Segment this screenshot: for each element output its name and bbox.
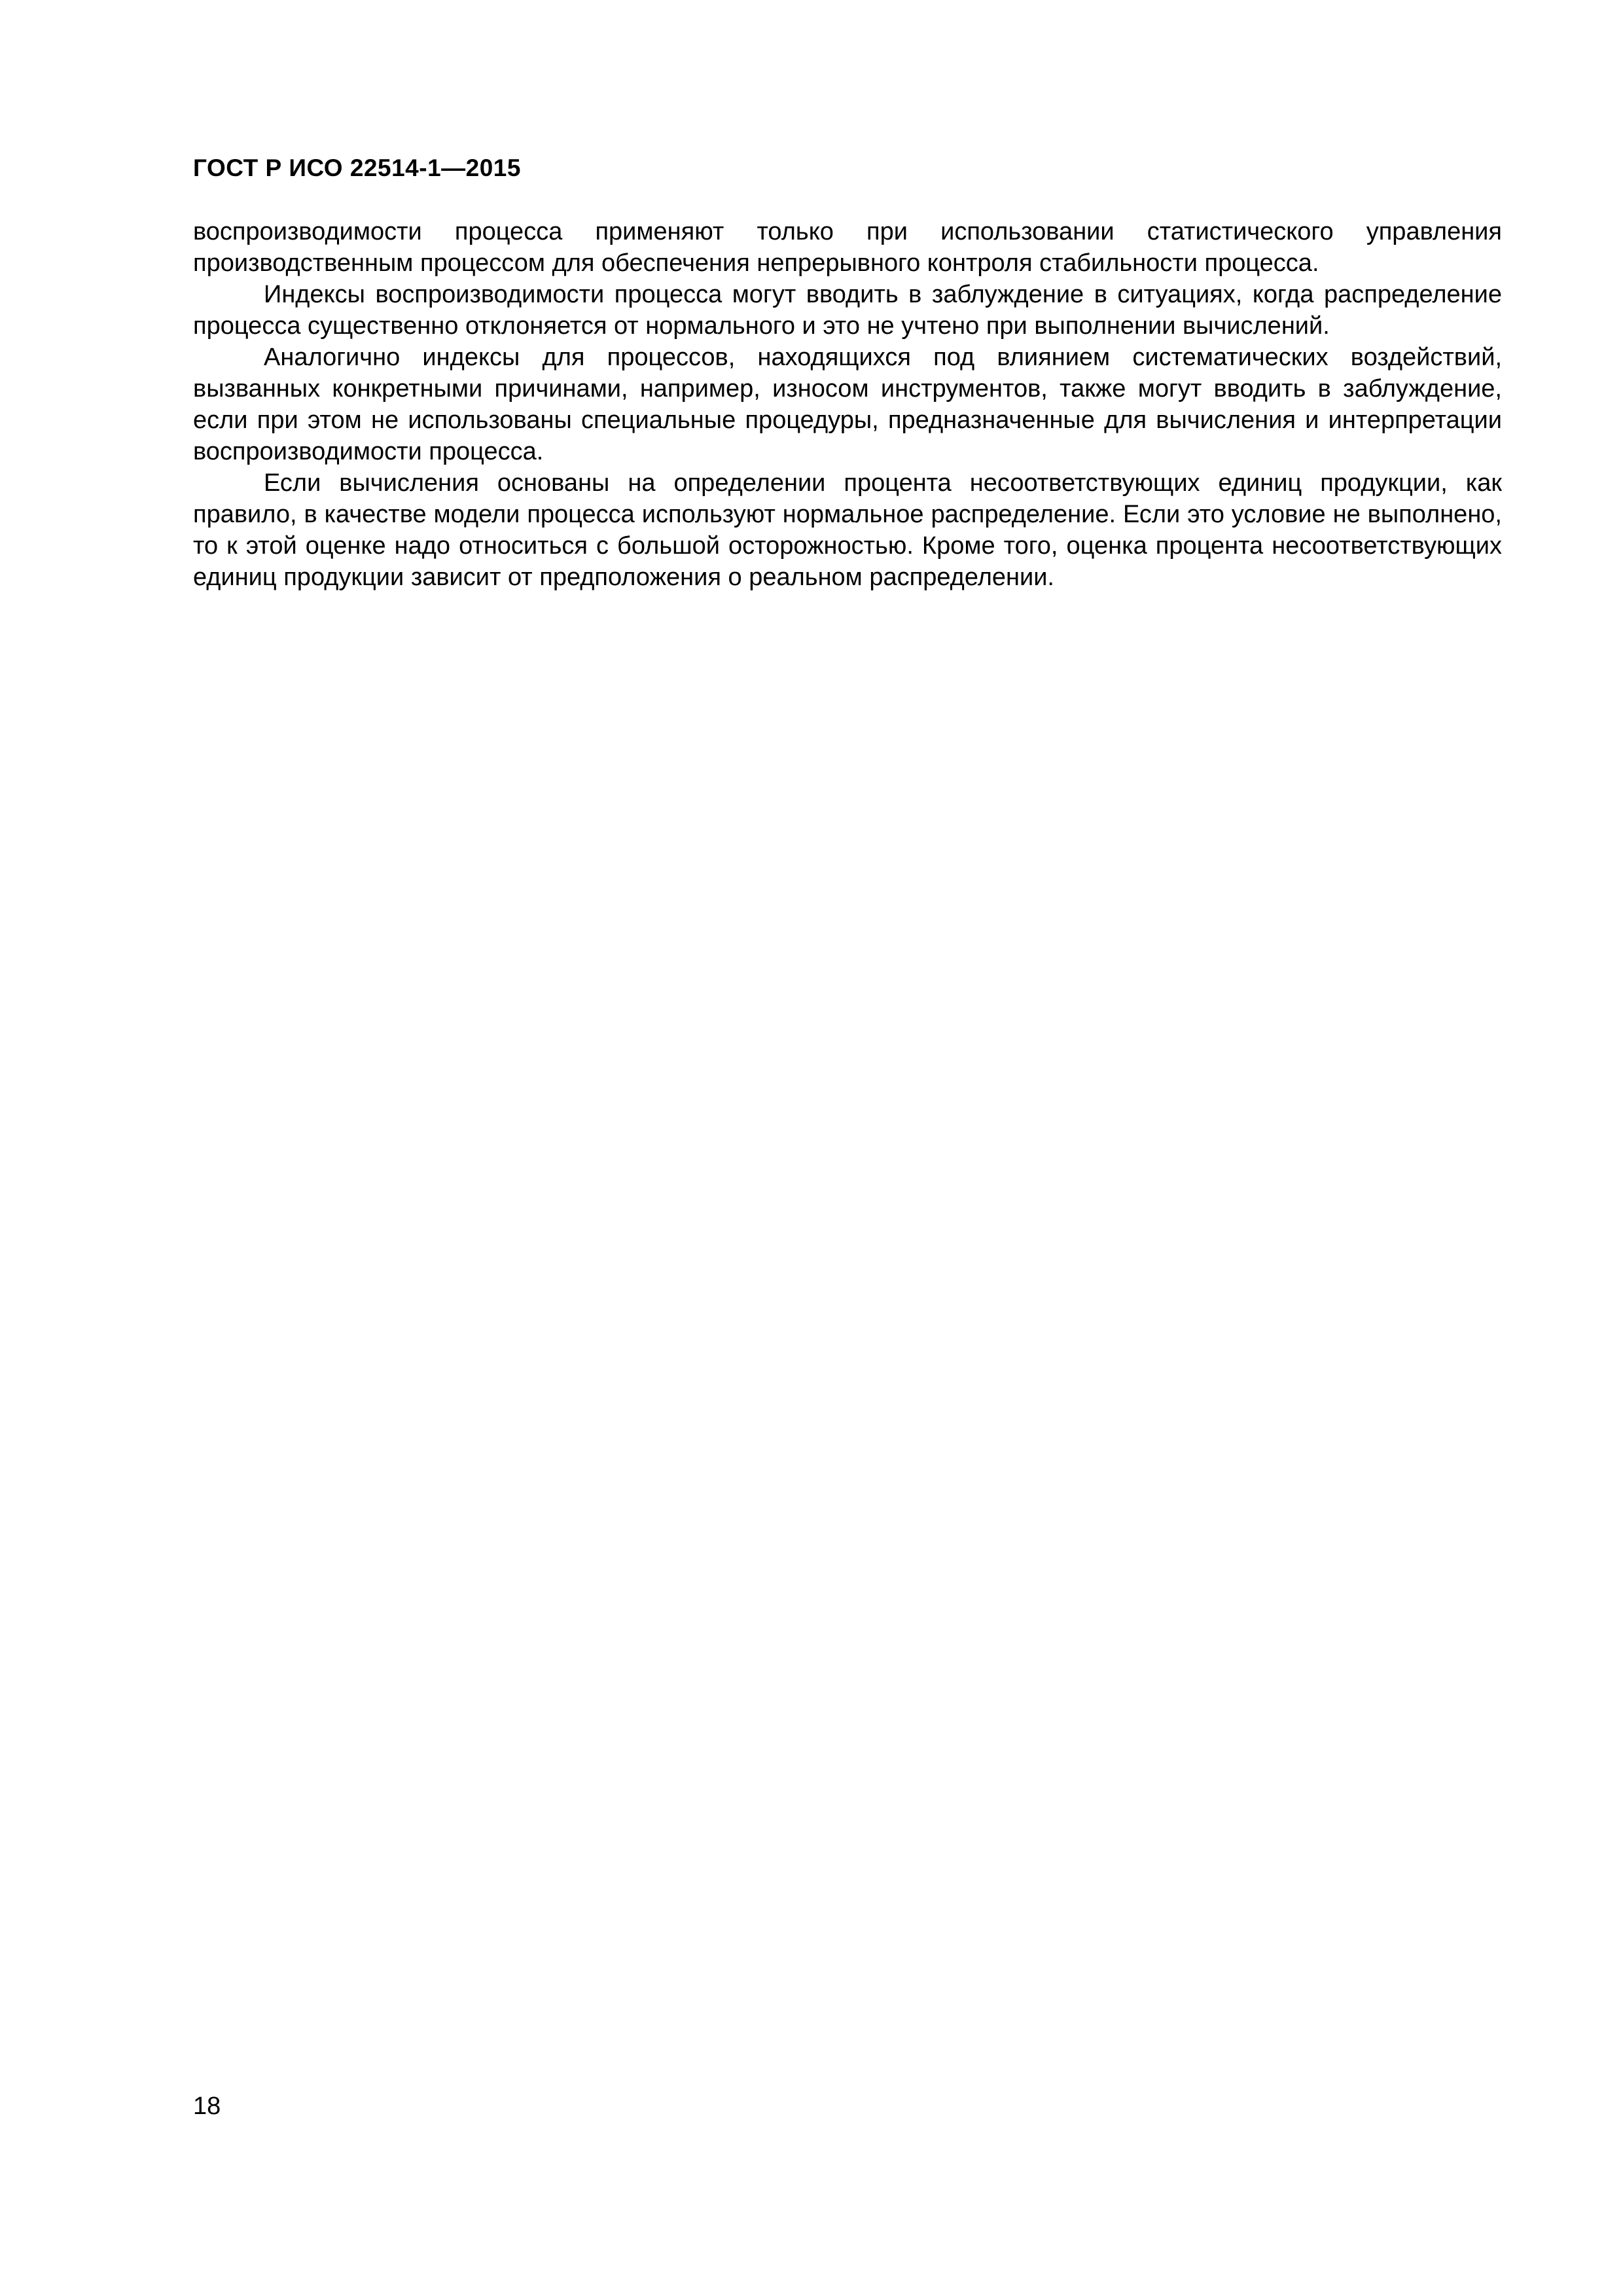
page-number: 18 — [193, 2092, 221, 2120]
document-header: ГОСТ Р ИСО 22514-1—2015 — [193, 154, 521, 181]
paragraph-continuation: воспроизводимости процесса применяют только при использовании статистического управления производственным процессом для обеспечения непрерывного контроля стабильности процесса. — [193, 218, 1502, 277]
paragraph-nonconforming-percentage: Если вычисления основаны на определении процента несоответствующих единиц продукции, как правило, в качестве модели процесса используют нормальное распределение. Если это условие не выполнено, то к этой оценке надо относиться с большой осторожностью. Кроме того, оценка процента несоответствующих единиц продукции зависит от предположения о реальном распределении. — [193, 469, 1502, 591]
paragraph-misleading-indices: Индексы воспроизводимости процесса могут вводить в заблуждение в ситуациях, когда распределение процесса существенно отклоняется от нормального и это не учтено при выполнении вычислений. — [193, 281, 1502, 340]
body-text — [193, 216, 1502, 593]
paragraph-systematic-influences: Аналогично индексы для процессов, находящихся под влиянием систематических воздействий, вызванных конкретными причинами, например, износом инструментов, также могут вводить в заблуждение, если при этом не использованы специальные процедуры, предназначенные для вычисления и интерпретации воспроизводимости процесса. — [193, 344, 1502, 465]
